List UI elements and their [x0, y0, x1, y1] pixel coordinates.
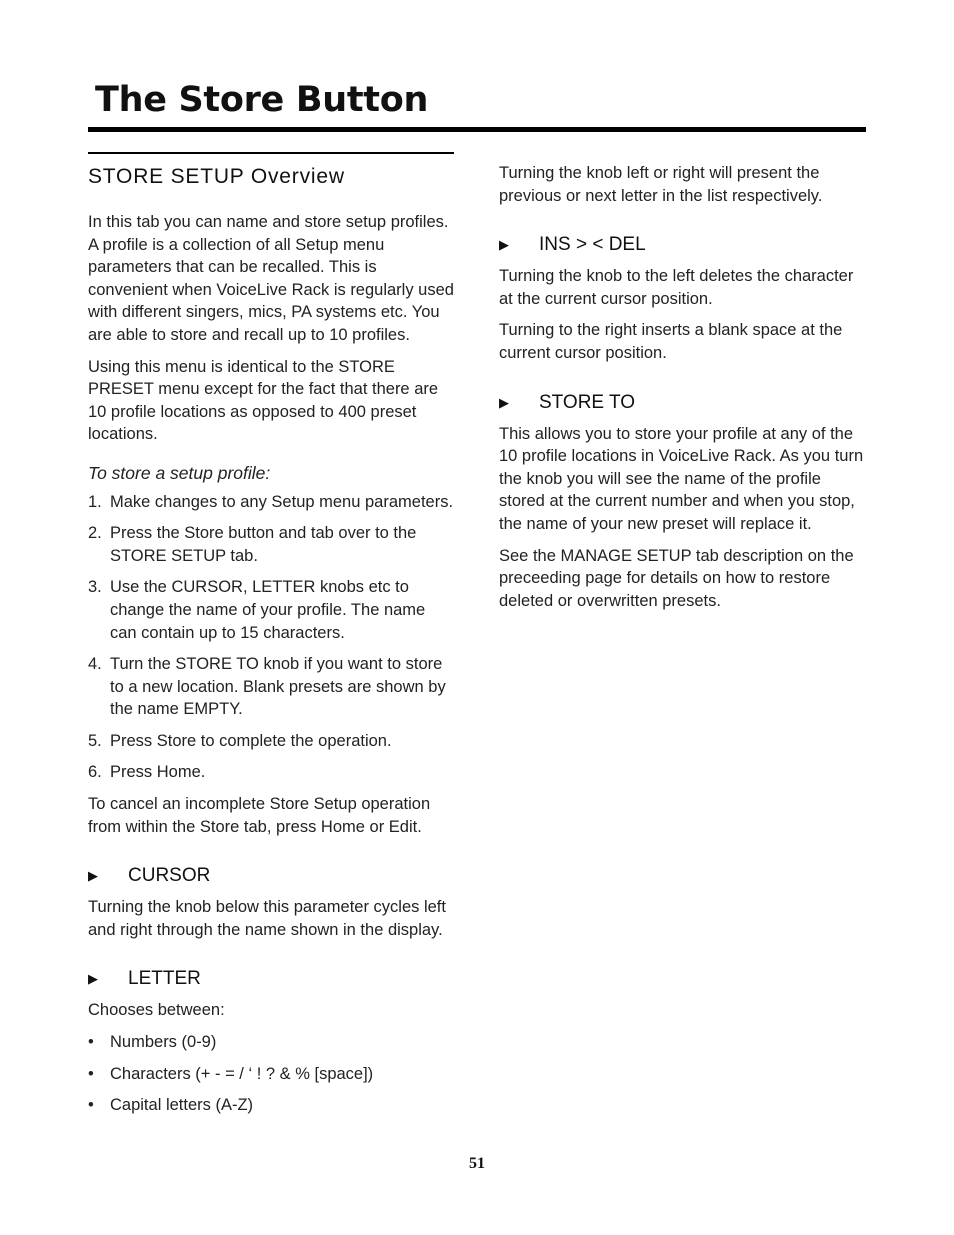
param-label: STORE TO — [539, 391, 636, 413]
step-number: 2. — [88, 524, 102, 543]
right-column — [499, 162, 867, 621]
param-heading-store-to — [499, 391, 867, 415]
page-number: 51 — [469, 1155, 485, 1172]
list-item — [88, 730, 454, 753]
param-description: This allows you to store your profile at any of the 10 profile locations in VoiceLive Rack. As you turn the knob you will see the name of the profile stored at the current number and when you stop, the name of your new preset will replace it. — [499, 424, 864, 533]
param-description: Turning to the right inserts a blank space at the current cursor position. — [499, 321, 843, 362]
step-text: Turn the STORE TO knob if you want to store to a new location. Blank presets are shown by the name EMPTY. — [110, 655, 446, 719]
steps-list — [88, 491, 454, 785]
step-number: 1. — [88, 492, 102, 511]
step-text: Press Store to complete the operation. — [110, 731, 392, 750]
list-item — [88, 576, 454, 644]
param-label: INS > < DEL — [539, 234, 646, 256]
param-description: Chooses between: — [88, 1001, 225, 1020]
left-column — [88, 152, 454, 1126]
triangle-right-icon: ▶ — [499, 394, 509, 410]
cancel-note: To cancel an incomplete Store Setup operation from within the Store tab, press Home or Edit. — [88, 795, 431, 836]
section-rule — [88, 152, 454, 154]
intro-paragraph: Using this menu is identical to the STORE PRESET menu except for the fact that there are 10 profile locations as opposed to 400 preset locations. — [88, 357, 439, 444]
bullet: • — [88, 1096, 94, 1115]
bullet: • — [88, 1064, 94, 1083]
list-item: • Characters (+ - = / ‘ ! ? & % [space]) — [88, 1063, 454, 1086]
step-text: Press Home. — [110, 763, 206, 782]
param-heading-cursor — [88, 864, 454, 888]
step-text: Make changes to any Setup menu parameters. — [110, 492, 454, 511]
howto-heading: To store a setup profile: — [88, 462, 271, 483]
param-heading-letter — [88, 967, 454, 991]
step-number: 3. — [88, 578, 102, 597]
step-text: Use the CURSOR, LETTER knobs etc to change the name of your profile. The name can contain up to 15 characters. — [110, 578, 426, 642]
section-title: STORE SETUP Overview — [88, 165, 345, 188]
list-item — [88, 761, 454, 784]
list-item — [88, 491, 454, 514]
list-item — [88, 522, 454, 567]
triangle-right-icon: ▶ — [499, 237, 509, 253]
step-number: 4. — [88, 655, 102, 674]
step-text: Press the Store button and tab over to the STORE SETUP tab. — [110, 524, 417, 565]
step-number: 5. — [88, 731, 102, 750]
param-description: Turning the knob to the left deletes the character at the current cursor position. — [499, 267, 854, 308]
param-description: Turning the knob below this parameter cycles left and right through the name shown in the display. — [88, 898, 446, 939]
param-description: See the MANAGE SETUP tab description on the preceeding page for details on how to restore deleted or overwritten presets. — [499, 546, 854, 610]
param-label: CURSOR — [128, 865, 211, 887]
step-number: 6. — [88, 763, 102, 782]
intro-paragraph: In this tab you can name and store setup profiles. A profile is a collection of all Setup menu parameters that can be recalled. This is convenient when VoiceLive Rack is regularly used with different singers, mics, PA systems etc. You are able to store and recall up to 10 profiles. — [88, 213, 454, 344]
page-title: The Store Button — [95, 80, 429, 120]
title-rule — [88, 127, 866, 132]
bullet: • — [88, 1033, 94, 1052]
triangle-right-icon: ▶ — [88, 868, 98, 884]
list-item — [88, 653, 454, 721]
list-item: • Numbers (0-9) — [88, 1031, 454, 1054]
param-description: Turning the knob left or right will present the previous or next letter in the list respectively. — [499, 164, 823, 205]
param-heading-ins-del — [499, 233, 867, 257]
list-item: • Capital letters (A-Z) — [88, 1094, 454, 1117]
letter-options-list — [88, 1031, 454, 1117]
param-label: LETTER — [128, 968, 201, 990]
triangle-right-icon: ▶ — [88, 971, 98, 987]
